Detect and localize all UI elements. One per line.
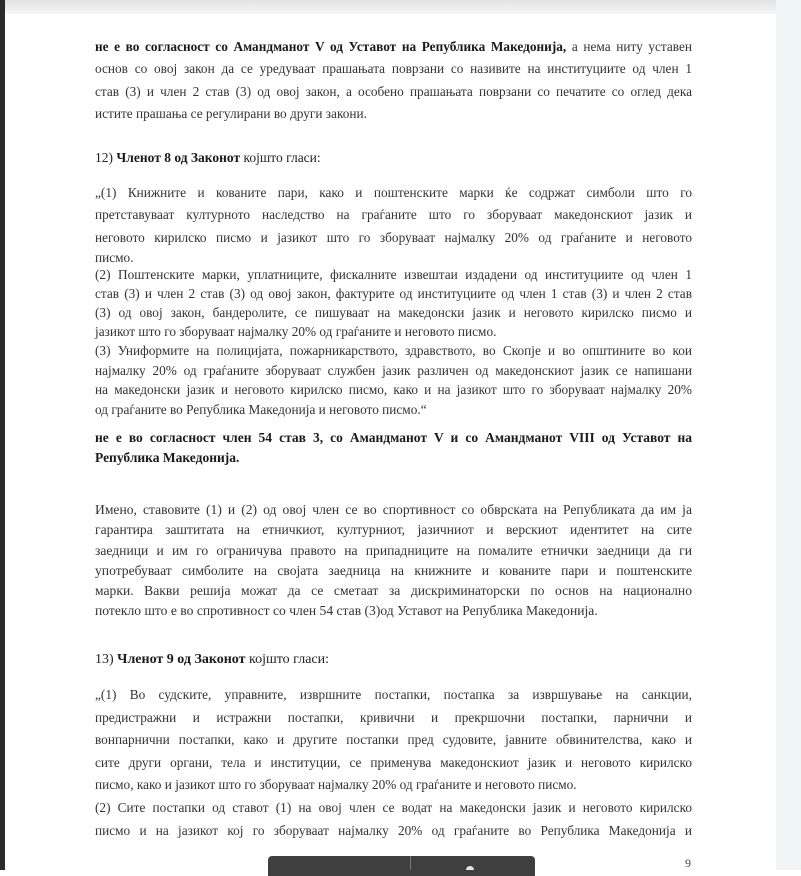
text-line: основ со овој закон да се уредуваат прашањата поврзани со називите на институциите од член 1: [95, 61, 692, 77]
text: а нема ниту уставен: [566, 39, 692, 54]
text-line: претставуваат културното наследство на граѓаните што го зборуваат македонскиот јазик и: [95, 207, 692, 223]
section-title-rest: којшто гласи:: [245, 652, 330, 667]
text-line: од граѓаните во Република Македонија и неговото писмо.“: [95, 401, 427, 417]
text-line: (3) Униформите на полицијата, пожарникарството, здравството, во Скопје и во општините во кои: [95, 343, 692, 358]
text-line: писмо, како и јазикот што го зборуваат најмалку 20% од граѓаните и неговото писмо.: [95, 777, 577, 792]
text-line: заедници и им го ограничува правото на припадниците на помалите етнички заедници да ги: [95, 542, 692, 558]
section-title: Членот 8 од Законот: [116, 150, 241, 165]
section-number: 12): [95, 150, 113, 165]
text-line: [95, 36, 692, 58]
text-line: истите прашања се регулирани во други закони.: [95, 105, 367, 121]
text-line: став (3) и член 2 став (3) од овој закон, фактурите од институциите од член 1 став (3) и член 2 став: [95, 286, 692, 301]
text-line: предистражни и истражни постапки, кривични и прекршочни постапки, парнични и: [95, 709, 692, 725]
section-heading-12: [95, 150, 321, 166]
page-number: 9: [685, 856, 691, 870]
bold-text: не е во согласност со Амандманот V од Уставот на Република Македонија,: [95, 39, 567, 54]
text-line: писмо и на јазикот кој го зборуваат најмалку 20% од граѓаните во Република Македонија и: [95, 822, 692, 838]
text-line: употребуваат симболите на својата заедница на книжните и кованите пари и поштенските: [95, 562, 692, 578]
text-line: вонпарнични постапки, како и другите постапки пред судовите, јавните обвинителства, како и: [95, 732, 692, 747]
text-line: (2) Поштенските марки, уплатниците, фискалните извештаи издадени од институциите од член 1: [95, 267, 692, 282]
viewer-toolbar: [268, 856, 535, 876]
text-line: (3) од овој закон, бандеролите, се пишуваат на македонски јазик и неговото кирилско писмо и: [95, 305, 692, 320]
text-line: сите други органи, тела и институции, се применува македонскиот јазик и неговото кирилско: [95, 754, 692, 770]
quote-12-paragraph-3: [95, 341, 692, 419]
quote-12-paragraph-2: [95, 265, 692, 341]
text-line: став (3) и член 2 став (3) од овој закон, а особено прашањата поврзани со печатите со оглед дека: [95, 83, 692, 99]
section-title-rest: којшто гласи:: [240, 150, 321, 165]
text-line: неговото кирилско писмо и јазикот што го зборуваат најмалку 20% од граѓаните и неговото: [95, 229, 692, 245]
viewer-top-shade: [5, 0, 801, 14]
quote-12-paragraph-1: [95, 182, 692, 266]
text-line: (2) Сите постапки од ставот (1) на овој член се водат на македонски јазик и неговото кирилско: [95, 800, 692, 815]
quote-13-paragraph-1: [95, 684, 692, 797]
document-page: [5, 14, 776, 870]
section-number: 13): [95, 652, 114, 667]
text-line: марки. Вакви решија можат да се сметаат за дискриминаторски по основ на национално: [95, 583, 692, 599]
text-line: не е во согласност член 54 став 3, со Амандманот V и со Амандманот VIII од Уставот на: [95, 430, 692, 445]
explanation-12: [95, 500, 692, 622]
text-line: потекло што е во спротивност со член 54 став (3)од Уставот на Република Македонија.: [95, 603, 598, 619]
text-line: јазикот што го зборуваат најмалку 20% од граѓаните и неговото писмо.: [95, 324, 497, 339]
paragraph-conclusion-11: [95, 36, 692, 125]
text-line: на македонски јазик и неговото кирилско писмо, како и на јазикот што го зборуваат најмалку 20%: [95, 382, 692, 397]
section-title: Членот 9 од Законот: [117, 652, 246, 667]
text-line: Република Македонија.: [95, 450, 240, 465]
quote-13-paragraph-2: [95, 797, 692, 842]
text-line: писмо.: [95, 249, 134, 265]
toolbar-left-button[interactable]: [268, 856, 410, 870]
conclusion-12: [95, 428, 692, 468]
text-line: „(1) Книжните и кованите пари, како и поштенските марки ќе содржат симболи што го: [95, 185, 692, 200]
section-heading-13: [95, 652, 329, 668]
text-line: најмалку 20% од граѓаните зборуваат службен јазик различен од македонскиот јазик се напишани: [95, 362, 692, 378]
text-line: „(1) Во судските, управните, извршните постапки, постапка за извршување на санкции,: [95, 687, 692, 702]
text-line: Имено, ставовите (1) и (2) од овој член се во спортивност со обврската на Републиката да им ја: [95, 502, 692, 517]
viewer-right-margin: [776, 0, 801, 870]
toolbar-icon: [466, 866, 474, 870]
text-line: гарантира заштитата на етничкиот, културниот, јазичниот и верскиот идентитет на сите: [95, 522, 692, 538]
